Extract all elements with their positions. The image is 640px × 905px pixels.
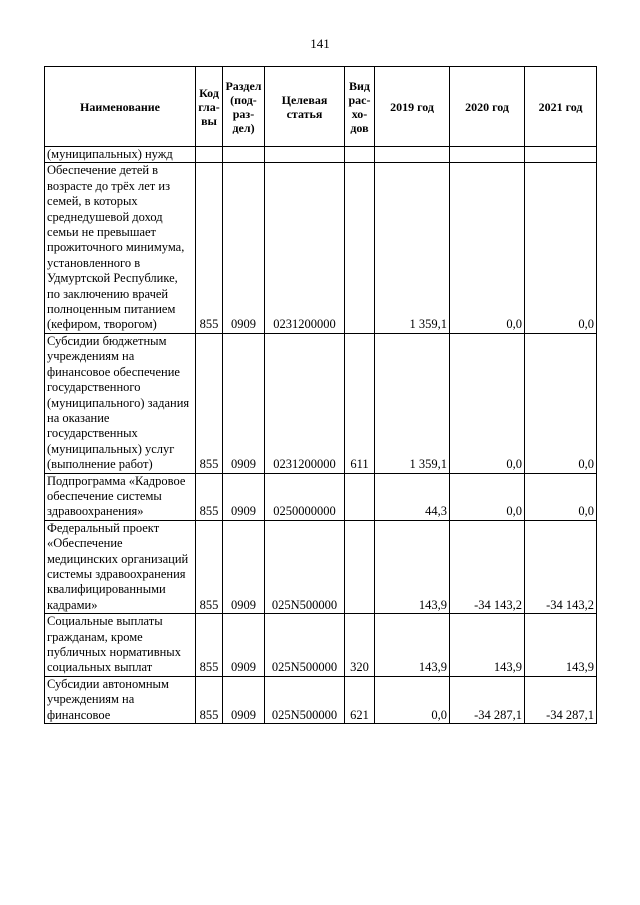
cell-2020: 143,9 (450, 614, 525, 677)
table-row (45, 163, 597, 333)
table-row (45, 147, 597, 163)
cell-2021: -34 143,2 (525, 520, 597, 613)
cell-expense (345, 163, 375, 333)
table-row (45, 473, 597, 520)
cell-2021 (525, 147, 597, 163)
cell-chapter: 855 (196, 333, 223, 473)
table-row (45, 333, 597, 473)
cell-section: 0909 (223, 473, 265, 520)
cell-target (265, 147, 345, 163)
cell-2020: 0,0 (450, 473, 525, 520)
cell-2019 (375, 147, 450, 163)
cell-2020: 0,0 (450, 333, 525, 473)
cell-expense: 621 (345, 676, 375, 723)
cell-2019: 143,9 (375, 520, 450, 613)
cell-expense (345, 147, 375, 163)
cell-chapter: 855 (196, 676, 223, 723)
cell-name: Обеспечение детей в возрасте до трёх лет из семей, в которых среднедушевой доход семьи не превышает прожиточного минимума, установленного в Удмуртской Республике, по заключению врачей полноценным питанием (кефиром, творогом) (45, 163, 196, 333)
cell-section: 0909 (223, 333, 265, 473)
header-row (45, 67, 597, 147)
cell-section: 0909 (223, 520, 265, 613)
cell-2019: 1 359,1 (375, 333, 450, 473)
cell-2021: 143,9 (525, 614, 597, 677)
cell-2019: 0,0 (375, 676, 450, 723)
cell-section: 0909 (223, 163, 265, 333)
cell-target: 0250000000 (265, 473, 345, 520)
cell-2019: 44,3 (375, 473, 450, 520)
cell-2021: 0,0 (525, 163, 597, 333)
header-target: Целевая статья (265, 67, 345, 147)
cell-target: 0231200000 (265, 333, 345, 473)
cell-2021: -34 287,1 (525, 676, 597, 723)
cell-section: 0909 (223, 614, 265, 677)
cell-target: 025N500000 (265, 614, 345, 677)
header-2019: 2019 год (375, 67, 450, 147)
cell-chapter: 855 (196, 520, 223, 613)
cell-section: 0909 (223, 676, 265, 723)
cell-expense (345, 520, 375, 613)
cell-target: 025N500000 (265, 520, 345, 613)
cell-section (223, 147, 265, 163)
table-row (45, 614, 597, 677)
cell-2019: 1 359,1 (375, 163, 450, 333)
cell-2021: 0,0 (525, 473, 597, 520)
cell-2021: 0,0 (525, 333, 597, 473)
cell-2019: 143,9 (375, 614, 450, 677)
table-row (45, 676, 597, 723)
budget-table (44, 66, 597, 724)
header-expense: Вид рас-хо-дов (345, 67, 375, 147)
cell-target: 0231200000 (265, 163, 345, 333)
cell-chapter: 855 (196, 163, 223, 333)
cell-chapter (196, 147, 223, 163)
header-2021: 2021 год (525, 67, 597, 147)
page-number: 141 (310, 36, 330, 51)
cell-2020: 0,0 (450, 163, 525, 333)
cell-chapter: 855 (196, 473, 223, 520)
cell-expense (345, 473, 375, 520)
cell-expense: 611 (345, 333, 375, 473)
cell-2020: -34 143,2 (450, 520, 525, 613)
cell-2020: -34 287,1 (450, 676, 525, 723)
cell-chapter: 855 (196, 614, 223, 677)
cell-name: (муниципальных) нужд (45, 147, 196, 163)
cell-name: Субсидии бюджетным учреждениям на финансовое обеспечение государственного (муниципального) задания на оказание государственных (муниципальных) услуг (выполнение работ) (45, 333, 196, 473)
table-row (45, 520, 597, 613)
cell-name: Субсидии автономным учреждениям на финансовое (45, 676, 196, 723)
cell-2020 (450, 147, 525, 163)
cell-expense: 320 (345, 614, 375, 677)
header-2020: 2020 год (450, 67, 525, 147)
header-chapter: Код гла-вы (196, 67, 223, 147)
cell-name: Федеральный проект «Обеспечение медицинских организаций системы здравоохранения квалифицированными кадрами» (45, 520, 196, 613)
cell-target: 025N500000 (265, 676, 345, 723)
cell-name: Подпрограмма «Кадровое обеспечение системы здравоохранения» (45, 473, 196, 520)
header-section: Раздел (под-раз-дел) (223, 67, 265, 147)
cell-name: Социальные выплаты гражданам, кроме публичных нормативных социальных выплат (45, 614, 196, 677)
header-name: Наименование (45, 67, 196, 147)
